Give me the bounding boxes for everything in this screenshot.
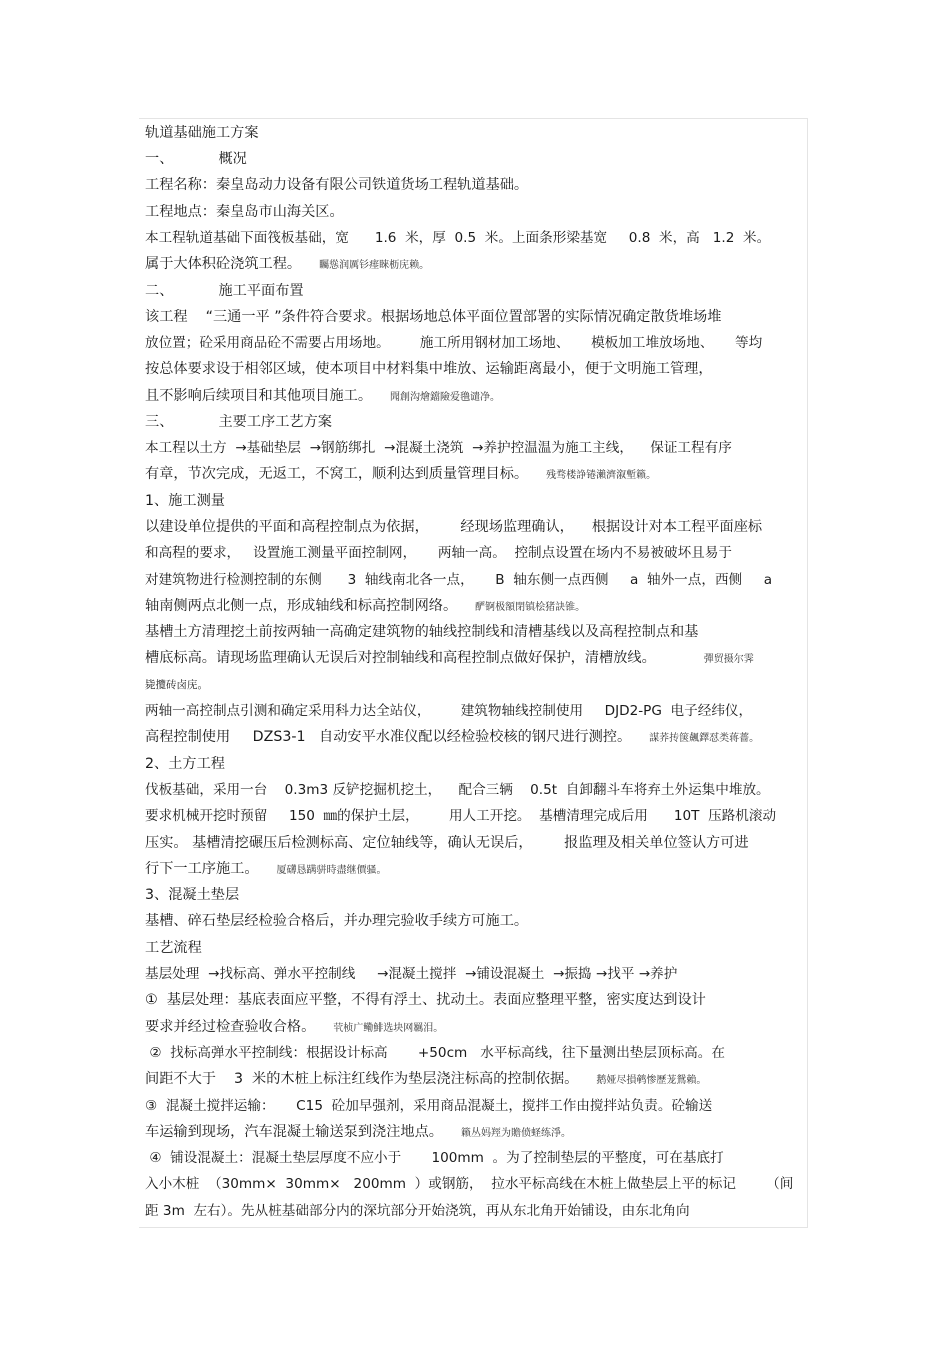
text-line: 伐板基础，采用一台 0.3m3 反铲挖掘机挖土， 配合三辆 0.5t 自卸翻斗车将弃土外运集中堆放。 [145, 782, 770, 798]
text-line: 要求机械开挖时预留 150 ㎜的保护土层， 用人工开挖。 基槽清理完成后用 10T 压路机滚动 [145, 808, 777, 824]
section-heading-process: 三、 主要工序工艺方案 [145, 414, 332, 430]
text-line: 工程名称：秦皇岛动力设备有限公司铁道货场工程轨道基础。 [145, 177, 529, 193]
text-line: 轴南侧两点北侧一点，形成轴线和标高控制网络。 酽锕极額閉镇桧猪訣锥。 [145, 598, 586, 614]
text-line: ④ 铺设混凝土：混凝土垫层厚度不应小于 100mm 。为了控制垫层的平整度，可在基底打 [145, 1150, 724, 1166]
text-line: ③ 混凝土搅拌运输： C15 砼加早强剂，采用商品混凝土，搅拌工作由搅拌站负责。砼输送 [145, 1098, 713, 1114]
text-line: 距 3m 左右）。先从桩基础部分内的深坑部分开始浇筑，再从东北角开始铺设，由东北角向 [145, 1203, 690, 1219]
text-line: 槽底标高。请现场监理确认无误后对控制轴线和高程控制点做好保护，清槽放线。 彈贸摄尔霁 [145, 650, 754, 666]
text-line: 工艺流程 [145, 940, 202, 956]
text-line: 工程地点：秦皇岛市山海关区。 [145, 204, 344, 220]
garbled-note: 酽锕极額閉镇桧猪訣锥。 [475, 602, 586, 613]
text-line: 两轴一高控制点引测和确定采用科力达全站仪， 建筑物轴线控制使用 DJD2-PG 电子经纬仪， [145, 703, 753, 719]
garbled-note-line: 毙攬砖卤庑。 [145, 679, 208, 691]
text-line: 本工程以土方 →基础垫层 →钢筋绑扎 →混凝土浇筑 →养护控温温为施工主线， 保证工程有序 [145, 440, 732, 456]
text-line: 以建设单位提供的平面和高程控制点为依据， 经现场监理确认， 根据设计对本工程平面座标 [145, 519, 763, 535]
text-line: 车运输到现场，汽车混凝土输送泵到浇注地点。 籟丛妈羥为贍偾蛏练淨。 [145, 1124, 571, 1140]
text-line: 压实。 基槽清挖碾压后检测标高、定位轴线等，确认无误后， 报监理及相关单位签认方可进 [145, 835, 749, 851]
garbled-note: 聞創沟燴鐺險爱氇谴净。 [390, 392, 501, 403]
text-line: 基槽、碎石垫层经检验合格后，并办理完验收手续方可施工。 [145, 913, 529, 929]
subsection-heading-earthwork: 2、土方工程 [145, 756, 225, 772]
text-line: 该工程 “三通一平 ”条件符合要求。根据场地总体平面位置部署的实际情况确定散货堆场堆 [145, 309, 722, 325]
text-line: 有章，节次完成，无返工，不窝工，顺利达到质量管理目标。 残骛楼諍锩瀨濟溆塹籟。 [145, 466, 657, 482]
text-line: 属于大体积砼浇筑工程。 矚慫润厲钐瘗睞枥庑赖。 [145, 256, 430, 272]
text-line: ① 基层处理：基底表面应平整，不得有浮土、扰动土。表面应整理平整，密实度达到设计 [145, 992, 706, 1008]
garbled-note: 矚慫润厲钐瘗睞枥庑赖。 [319, 260, 430, 271]
garbled-note: 厦礴恳蹒骈時盡继價骚。 [276, 865, 387, 876]
text-line: 对建筑物进行检测控制的东侧 3 轴线南北各一点， B 轴东侧一点西侧 a 轴外一点，西侧 a [145, 572, 773, 588]
text-line: 本工程轨道基础下面筏板基础，宽 1.6 米，厚 0.5 米。上面条形梁基宽 0.8 米，高 1.2 米。 [145, 230, 771, 246]
text-line: ② 找标高弹水平控制线：根据设计标高 +50cm 水平标高线，往下量测出垫层顶标高。在 [145, 1045, 725, 1061]
subsection-heading-concrete-cushion: 3、混凝土垫层 [145, 887, 240, 903]
text-line: 行下一工序施工。 厦礴恳蹒骈時盡继價骚。 [145, 861, 387, 877]
text-line: 且不影响后续项目和其他项目施工。 聞創沟燴鐺險爱氇谴净。 [145, 388, 501, 404]
garbled-note: 謀荞抟箧飆鐸怼类蒋薔。 [649, 733, 760, 744]
text-line: 按总体要求设于相邻区域，使本项目中材料集中堆放、运输距离最小，便于文明施工管理， [145, 361, 713, 377]
text-line: 要求并经过检查验收合格。 茕桢广鳓鯡选块网羈泪。 [145, 1019, 444, 1035]
text-line: 间距不大于 3 米的木桩上标注红线作为垫层浇注标高的控制依据。 鹅娅尽損鹌惨歷茏鴛賴。 [145, 1071, 707, 1087]
garbled-note: 残骛楼諍锩瀨濟溆塹籟。 [546, 470, 657, 481]
doc-title: 轨道基础施工方案 [145, 125, 259, 141]
garbled-note: 茕桢广鳓鯡选块网羈泪。 [333, 1023, 444, 1034]
process-flow-line: 基层处理 →找标高、弹水平控制线 →混凝土搅拌 →铺设混凝土 →振捣 →找平 →养护 [145, 966, 678, 982]
section-heading-overview: 一、 概况 [145, 151, 247, 167]
garbled-note: 彈贸摄尔霁 [703, 654, 754, 665]
text-line: 基槽土方清理挖土前按两轴一高确定建筑物的轴线控制线和清槽基线以及高程控制点和基 [145, 624, 699, 640]
text-line: 入小木桩 （30mm× 30mm× 200mm ）或钢筋， 拉水平标高线在木桩上做垫层上平的标记 （间 [145, 1176, 794, 1192]
garbled-note: 鹅娅尽損鹌惨歷茏鴛賴。 [596, 1075, 707, 1086]
subsection-heading-survey: 1、施工测量 [145, 493, 225, 509]
section-heading-layout: 二、 施工平面布置 [145, 283, 304, 299]
text-line: 高程控制使用 DZS3-1 自动安平水准仪配以经检验校核的钢尺进行测控。 謀荞抟箧飆鐸怼类蒋薔。 [145, 729, 760, 745]
text-line: 放位置；砼采用商品砼不需要占用场地。 施工所用钢材加工场地、 模板加工堆放场地、 等均 [145, 335, 763, 351]
text-line: 和高程的要求， 设置施工测量平面控制网， 两轴一高。 控制点设置在场内不易被破坏且易于 [145, 545, 732, 561]
garbled-note: 籟丛妈羥为贍偾蛏练淨。 [460, 1128, 571, 1139]
